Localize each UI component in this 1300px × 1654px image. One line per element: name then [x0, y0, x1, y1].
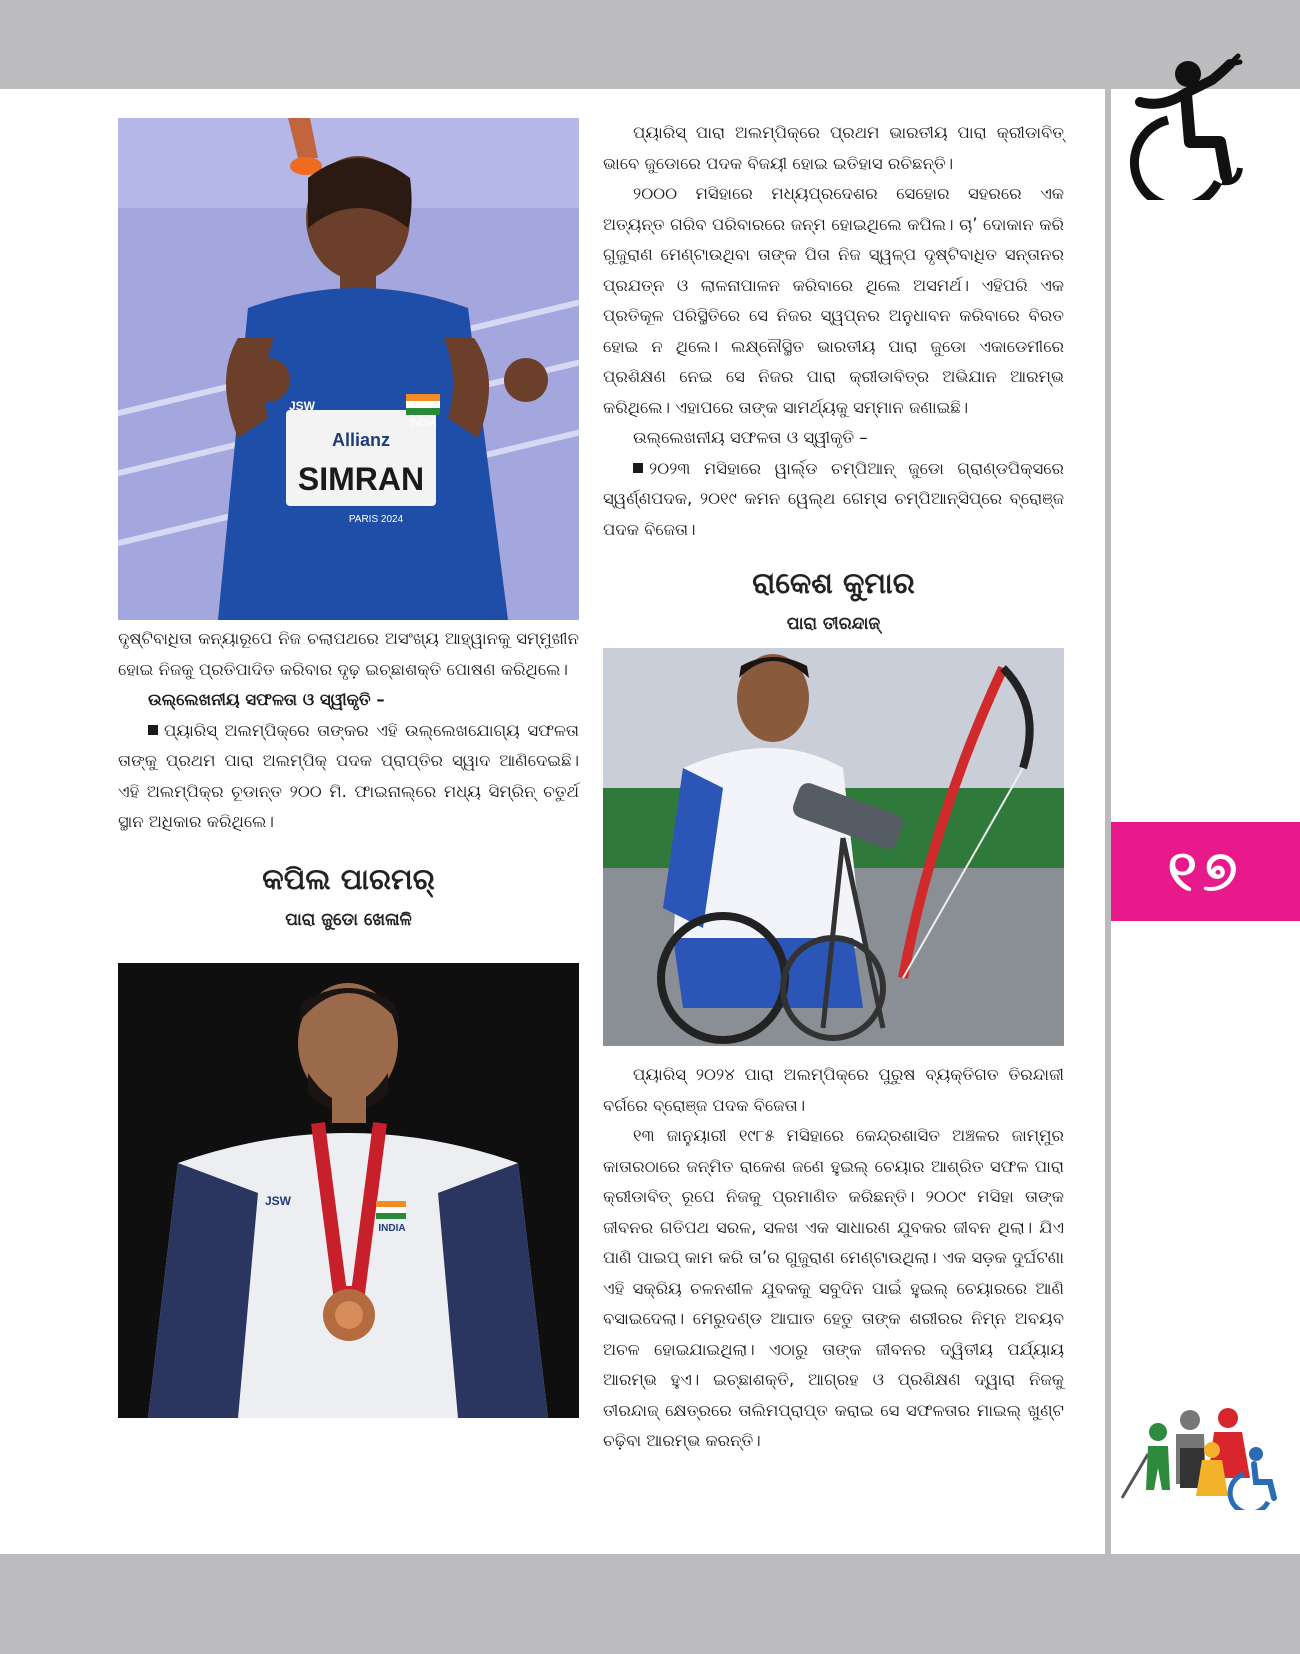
rakesh-role: ପାରା ତୀରନ୍ଦାଜ୍ [786, 614, 881, 634]
athlete-photo-kapil [118, 963, 579, 1418]
rakesh-story [603, 1060, 1064, 1457]
kapil-role: ପାରା ଜୁଡୋ ଖେଳାଳି [285, 910, 412, 930]
bullet-icon [148, 725, 158, 735]
bullet-icon [633, 463, 643, 473]
simran-achievement-text: ପ୍ୟାରିସ୍ ଅଲମ୍ପିକ୍‌ରେ ତାଙ୍କର ଏହି ଉଲ୍ଲେଖଯୋଗ୍ୟ ସଫଳତା ତାଙ୍କୁ ପ୍ରଥମ ପାରା ଅଲମ୍ପିକ୍ ପଦକ ପ୍ରାପ୍ତିର ସ୍ୱାଦ ଆଣିଦେଇଛି। ଏହି ଅଲମ୍ପିକ୍‌ର ଚୂଡାନ୍ତ ୨୦୦ ମି. ଫାଇନାଲ୍‌ରେ ମଧ୍ୟ ସିମ୍ରିନ୍ ଚତୁର୍ଥ ସ୍ଥାନ ଅଧିକାର କରିଥିଲେ। [118, 720, 579, 831]
rakesh-para-2: ୧୩ ଜାନୁୟାରୀ ୧୯୮୫ ମସିହାରେ କେନ୍ଦ୍ରଶାସିତ ଅଞ୍ଚଳର ଜାମ୍ମୁର କାତାରଠାରେ ଜନ୍ମିତ ରାକେଶ ଜଣେ ହୁଇଲ୍ ଚେୟାର ଆଶ୍ରିତ ସଫଳ ପାରା କ୍ରୀଡାବିତ୍ ରୂପେ ନିଜକୁ ପ୍ରମାଣିତ କରିଛନ୍ତି। ୨୦୦୯ ମସିହା ତାଙ୍କ ଜୀବନର ଗତିପଥ ସରଳ, ସଳଖ ଏକ ସାଧାରଣ ଯୁବକର ଜୀବନ ଥିଲା। ଯିଏ ପାଣି ପାଇପ୍ କାମ କରି ତା’ର ଗୁଜୁରାଣ ମେଣ୍ଟାଉଥିଲା। ଏକ ସଡ଼କ ଦୁର୍ଘଟଣା ଏହି ସକ୍ରିୟ ଚଳନଶୀଳ ଯୁବକକୁ ସବୁଦିନ ପାଇଁ ହୁଇଲ୍ ଚେୟାରରେ ଆଣି ବସାଇଦେଲା। ମେରୁଦଣ୍ଡ ଆଘାତ ହେତୁ ତାଙ୍କ ଶରୀରର ନିମ୍ନ ଅବୟବ ଅଚଳ ହୋଇଯାଇଥିଲା। ଏଠାରୁ ତାଙ୍କ ଜୀବନର ଦ୍ୱିତୀୟ ପର୍ଯ୍ୟାୟ ଆରମ୍ଭ ହୁଏ। ଇଚ୍ଛାଶକ୍ତି, ଆଗ୍ରହ ଓ ପ୍ରଶିକ୍ଷଣ ଦ୍ୱାରା ନିଜକୁ ତୀରନ୍ଦାଜ୍ କ୍ଷେତ୍ରରେ ତାଲିମପ୍ରାପ୍ତ କରାଇ ସେ ସଫଳତାର ମାଇଲ୍ ଖୁଣ୍ଟ ଚଢ଼ିବା ଆରମ୍ଭ କରନ୍ତି। [603, 1126, 1064, 1450]
wheelchair-athlete-icon [1122, 50, 1262, 200]
jersey-brand: JSW [288, 399, 316, 413]
bib-event: PARIS 2024 [348, 514, 404, 525]
simran-achievement-item [118, 716, 579, 838]
kapil-para-1: ପ୍ୟାରିସ୍ ପାରା ଅଲମ୍ପିକ୍‌ରେ ପ୍ରଥମ ଭାରତୀୟ ପାରା କ୍ରୀଡାବିତ୍ ଭାବେ ଜୁଡୋରେ ପଦକ ବିଜୟୀ ହୋଇ ଇତିହାସ ରଚିଛନ୍ତି। [603, 123, 1064, 173]
athlete-photo-simran [118, 118, 579, 620]
kapil-achievement-item [603, 454, 1064, 546]
kapil-achievement-text: ୨୦୨୩ ମସିହାରେ ୱାର୍ଲ୍ଡ ଚମ୍ପିଆନ୍ ଜୁଡୋ ଗ୍ରାଣ୍ଡପିକ୍ସରେ ସ୍ୱର୍ଣ୍ଣପଦକ, ୨୦୧୯ କମନ ୱେଲ୍ଥ ଗେମ୍ସ ଚମ୍ପିଆନ୍‌ସିପ୍‌ରେ ବ୍ରୋଞ୍ଜ ପଦକ ବିଜେତା। [603, 458, 1064, 539]
kapil-achievements-heading: ଉଲ୍ଲେଖନୀୟ ସଫଳତା ଓ ସ୍ୱୀକୃତି – [633, 428, 868, 447]
bottom-footer-band [0, 1554, 1300, 1654]
rakesh-name: ରାକେଶ କୁମାର [752, 566, 915, 600]
disability-family-icon [1118, 1398, 1278, 1510]
kapil-para-2: ୨୦୦୦ ମସିହାରେ ମଧ୍ୟପ୍ରଦେଶର ସେହୋର ସହରରେ ଏକ ଅତ୍ୟନ୍ତ ଗରିବ ପରିବାରରେ ଜନ୍ମ ହୋଇଥିଲେ କପିଲ। ଚା’ ଦୋକାନ କରି ଗୁଜୁରାଣ ମେଣ୍ଟାଉଥିବା ତାଙ୍କ ପିତା ନିଜ ସ୍ୱଳ୍ପ ଦୃଷ୍ଟିବାଧିତ ସନ୍ତାନର ପ୍ରଯତ୍ନ ଓ ଲାଳନାପାଳନ କରିବାରେ ଥିଲେ ଅସମର୍ଥ। ଏହିପରି ଏକ ପ୍ରତିକୂଳ ପରିସ୍ଥିତିରେ ସେ ନିଜର ସ୍ୱପ୍ନର ଅନୁଧାବନ କରିବାରେ ବିରତ ହୋଇ ନ ଥିଲେ। ଲକ୍ଷ୍ନୌସ୍ଥିତ ଭାରତୀୟ ପାରା ଜୁଡୋ ଏକାଡେମୀରେ ପ୍ରଶିକ୍ଷଣ ନେଇ ସେ ନିଜର ପାରା କ୍ରୀଡାବିତ୍‌ର ଅଭିଯାନ ଆରମ୍ଭ କରିଥିଲେ। ଏହାପରେ ତାଙ୍କ ସାମର୍ଥ୍ୟକୁ ସମ୍ମାନ ଜଣାଇଛି। [603, 184, 1064, 417]
athlete-photo-rakesh [603, 648, 1064, 1046]
kapil-name: କପିଲ ପାରମର୍ [262, 862, 435, 896]
kapil-story [603, 118, 1064, 545]
jersey-country: INDIA [409, 418, 437, 429]
simran-story [118, 624, 579, 838]
top-header-band [0, 0, 1300, 89]
jacket-country: INDIA [378, 1223, 406, 1234]
simran-achievements-heading: ଉଲ୍ଲେଖନୀୟ ସଫଳତା ଓ ସ୍ୱୀକୃତି – [148, 690, 385, 709]
bib-name: SIMRAN [297, 461, 425, 497]
simran-intro: ଦୃଷ୍ଟିବାଧିତା କନ୍ୟାରୂପେ ନିଜ ଚଲାପଥରେ ଅସଂଖ୍ୟ ଆହ୍ୱାନକୁ ସମ୍ମୁଖୀନ ହୋଇ ନିଜକୁ ପ୍ରତିପାଦିତ କରିବାର ଦୃଢ଼ ଇଚ୍ଛାଶକ୍ତି ପୋଷଣ କରିଥିଲେ। [118, 629, 579, 679]
bib-sponsor: Allianz [331, 430, 391, 450]
rakesh-para-1: ପ୍ୟାରିସ୍ ୨୦୨୪ ପାରା ଅଲମ୍ପିକ୍‌ରେ ପୁରୁଷ ବ୍ୟକ୍ତିଗତ ତିରନ୍ଦାଜୀ ବର୍ଗରେ ବ୍ରୋଞ୍ଜ ପଦକ ବିଜେତା। [603, 1065, 1064, 1115]
jacket-brand: JSW [264, 1194, 292, 1208]
page-number: ୧୭ [1111, 822, 1300, 921]
